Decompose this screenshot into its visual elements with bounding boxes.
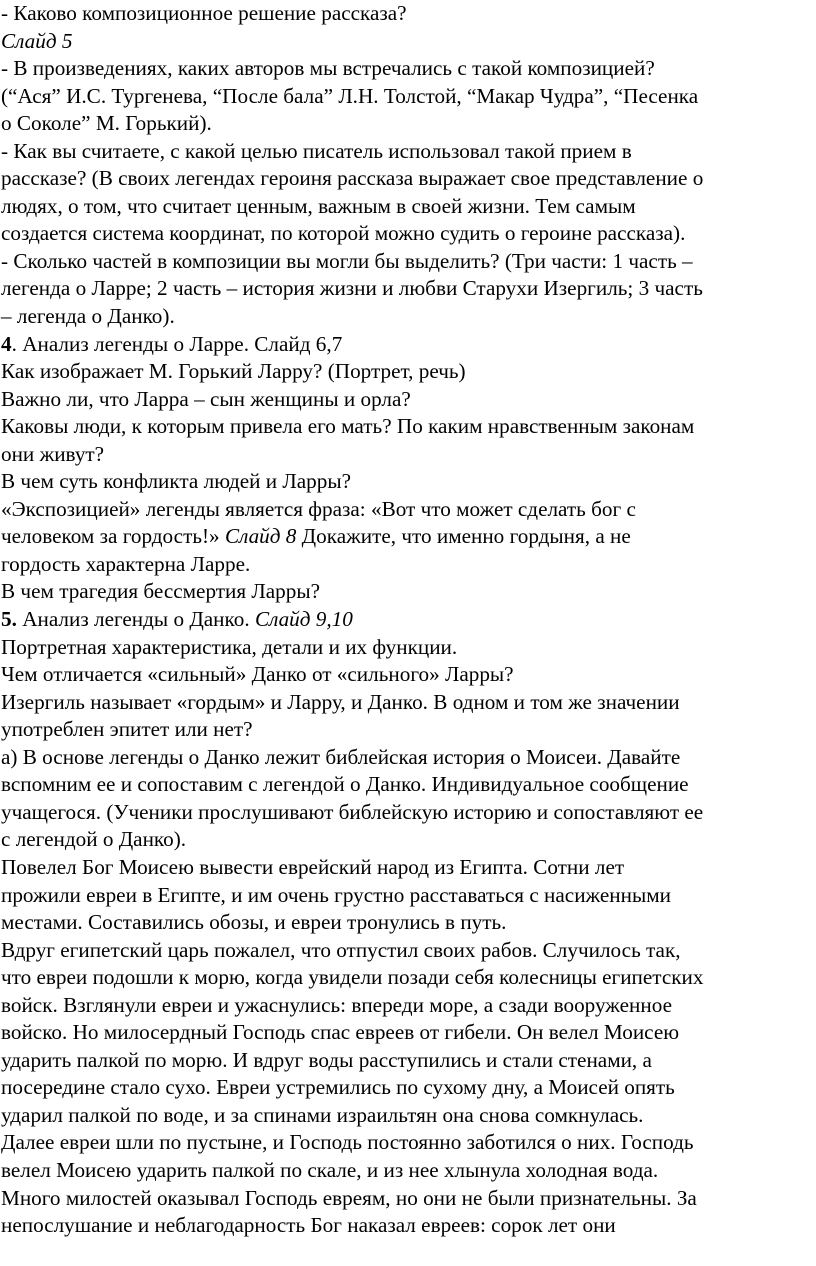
text-line bbox=[1, 0, 816, 28]
text-run: Как изображает М. Горький Ларру? (Портрет, речь) bbox=[1, 359, 466, 384]
text-line bbox=[1, 441, 816, 469]
text-line bbox=[1, 1129, 816, 1157]
text-run: создается система координат, по которой можно судить о героине рассказа). bbox=[1, 221, 686, 246]
text-line bbox=[1, 1074, 816, 1102]
text-run: Вдруг египетский царь пожалел, что отпустил своих рабов. Случилось так, bbox=[1, 937, 681, 962]
text-run: учащегося. (Ученики прослушивают библейскую историю и сопоставляют ее bbox=[1, 799, 704, 824]
text-run: - Сколько частей в композиции вы могли бы выделить? (Три части: 1 часть – bbox=[1, 248, 693, 273]
text-line bbox=[1, 771, 816, 799]
text-run: гордость характерна Ларре. bbox=[1, 551, 251, 576]
text-line bbox=[1, 716, 816, 744]
text-run: людях, о том, что считает ценным, важным в своей жизни. Тем самым bbox=[1, 193, 636, 218]
italic-text: Слайд 8 bbox=[224, 524, 297, 549]
text-run: Докажите, что именно гордыня, а не bbox=[296, 524, 631, 549]
text-run: о Соколе” М. Горький). bbox=[1, 111, 212, 136]
text-run: В чем суть конфликта людей и Ларры? bbox=[1, 469, 352, 494]
text-run: войско. Но милосердный Господь спас евреев от гибели. Он велел Моисею bbox=[1, 1020, 680, 1045]
text-line bbox=[1, 551, 816, 579]
text-run: В чем трагедия бессмертия Ларры? bbox=[1, 579, 321, 604]
text-line bbox=[1, 28, 816, 56]
text-line bbox=[1, 578, 816, 606]
text-line bbox=[1, 1157, 816, 1185]
bold-text: 4 bbox=[1, 331, 12, 356]
text-line bbox=[1, 55, 816, 83]
text-line bbox=[1, 386, 816, 414]
text-line bbox=[1, 303, 816, 331]
bold-text: 5. bbox=[1, 607, 17, 632]
text-run: Изергиль называет «гордым» и Ларру, и Данко. В одном и том же значении bbox=[1, 689, 680, 714]
text-run: а) В основе легенды о Данко лежит библейская история о Моисеи. Давайте bbox=[1, 744, 681, 769]
text-run: Анализ легенды о Данко. bbox=[16, 607, 255, 632]
text-run: вспомним ее и сопоставим с легендой о Данко. Индивидуальное сообщение bbox=[1, 772, 689, 797]
text-run: ударил палкой по воде, и за спинами израильтян она снова сомкнулась. bbox=[1, 1102, 644, 1127]
text-run: с легендой о Данко). bbox=[1, 827, 187, 852]
text-run: - Каково композиционное решение рассказа? bbox=[1, 1, 407, 25]
text-run: – легенда о Данко). bbox=[1, 304, 175, 329]
text-line bbox=[1, 1102, 816, 1130]
text-line bbox=[1, 523, 816, 551]
text-run: посередине стало сухо. Евреи устремились по сухому дну, а Моисей опять bbox=[1, 1075, 675, 1100]
text-run: войск. Взглянули евреи и ужаснулись: впереди море, а сзади вооруженное bbox=[1, 992, 672, 1017]
text-line bbox=[1, 744, 816, 772]
text-line bbox=[1, 661, 816, 689]
text-line bbox=[1, 165, 816, 193]
text-run: Чем отличается «сильный» Данко от «сильного» Ларры? bbox=[1, 662, 514, 687]
text-line bbox=[1, 909, 816, 937]
text-run: употреблен эпитет или нет? bbox=[1, 717, 253, 742]
text-line bbox=[1, 1019, 816, 1047]
text-line bbox=[1, 138, 816, 166]
text-line bbox=[1, 1185, 816, 1213]
text-line bbox=[1, 248, 816, 276]
text-run: «Экспозицией» легенды является фраза: «Вот что может сделать бог с bbox=[1, 496, 636, 521]
text-run: - Как вы считаете, с какой целью писатель использовал такой прием в bbox=[1, 138, 632, 163]
text-line bbox=[1, 882, 816, 910]
text-run: что евреи подошли к морю, когда увидели позади себя колесницы египетских bbox=[1, 965, 704, 990]
text-line bbox=[1, 937, 816, 965]
text-run: человеком за гордость!» bbox=[1, 524, 225, 549]
text-line bbox=[1, 1047, 816, 1075]
text-line bbox=[1, 854, 816, 882]
text-run: непослушание и неблагодарность Бог наказал евреев: сорок лет они bbox=[1, 1213, 616, 1238]
text-line bbox=[1, 358, 816, 386]
text-line bbox=[1, 992, 816, 1020]
text-line bbox=[1, 331, 816, 359]
text-line bbox=[1, 110, 816, 138]
text-run: местами. Составились обозы, и евреи тронулись в путь. bbox=[1, 910, 507, 935]
text-line bbox=[1, 606, 816, 634]
text-run: (“Ася” И.С. Тургенева, “После бала” Л.Н. Толстой, “Макар Чудра”, “Песенка bbox=[1, 83, 699, 108]
text-run: Далее евреи шли по пустыне, и Господь постоянно заботился о них. Господь bbox=[1, 1130, 694, 1155]
text-line bbox=[1, 220, 816, 248]
text-line bbox=[1, 799, 816, 827]
text-run: - В произведениях, каких авторов мы встречались с такой композицией? bbox=[1, 56, 655, 81]
text-run: рассказе? (В своих легендах героиня рассказа выражает свое представление о bbox=[1, 166, 704, 191]
text-line bbox=[1, 468, 816, 496]
text-line bbox=[1, 496, 816, 524]
text-line bbox=[1, 275, 816, 303]
text-run: легенда о Ларре; 2 часть – история жизни и любви Старухи Изергиль; 3 часть bbox=[1, 276, 703, 301]
text-run: Повелел Бог Моисею вывести еврейский народ из Египта. Сотни лет bbox=[1, 854, 625, 879]
text-run: Важно ли, что Ларра – сын женщины и орла? bbox=[1, 386, 411, 411]
text-run: Портретная характеристика, детали и их функции. bbox=[1, 634, 458, 659]
text-line bbox=[1, 1212, 816, 1240]
italic-text: Слайд 9,10 bbox=[254, 607, 353, 632]
text-line bbox=[1, 826, 816, 854]
text-run: ударить палкой по морю. И вдруг воды расступились и стали стенами, а bbox=[1, 1047, 652, 1072]
text-line bbox=[1, 193, 816, 221]
text-line bbox=[1, 83, 816, 111]
text-line bbox=[1, 413, 816, 441]
text-run: они живут? bbox=[1, 441, 105, 466]
text-run: Много милостей оказывал Господь евреям, но они не были признательны. За bbox=[1, 1185, 697, 1210]
text-line bbox=[1, 964, 816, 992]
text-line bbox=[1, 689, 816, 717]
text-run: Каковы люди, к которым привела его мать? По каким нравственным законам bbox=[1, 414, 695, 439]
text-line bbox=[1, 634, 816, 662]
text-run: велел Моисею ударить палкой по скале, и из нее хлынула холодная вода. bbox=[1, 1157, 659, 1182]
italic-text: Слайд 5 bbox=[1, 28, 73, 53]
text-run: прожили евреи в Египте, и им очень грустно расставаться с насиженными bbox=[1, 882, 671, 907]
text-run: . Анализ легенды о Ларре. Слайд 6,7 bbox=[11, 331, 343, 356]
